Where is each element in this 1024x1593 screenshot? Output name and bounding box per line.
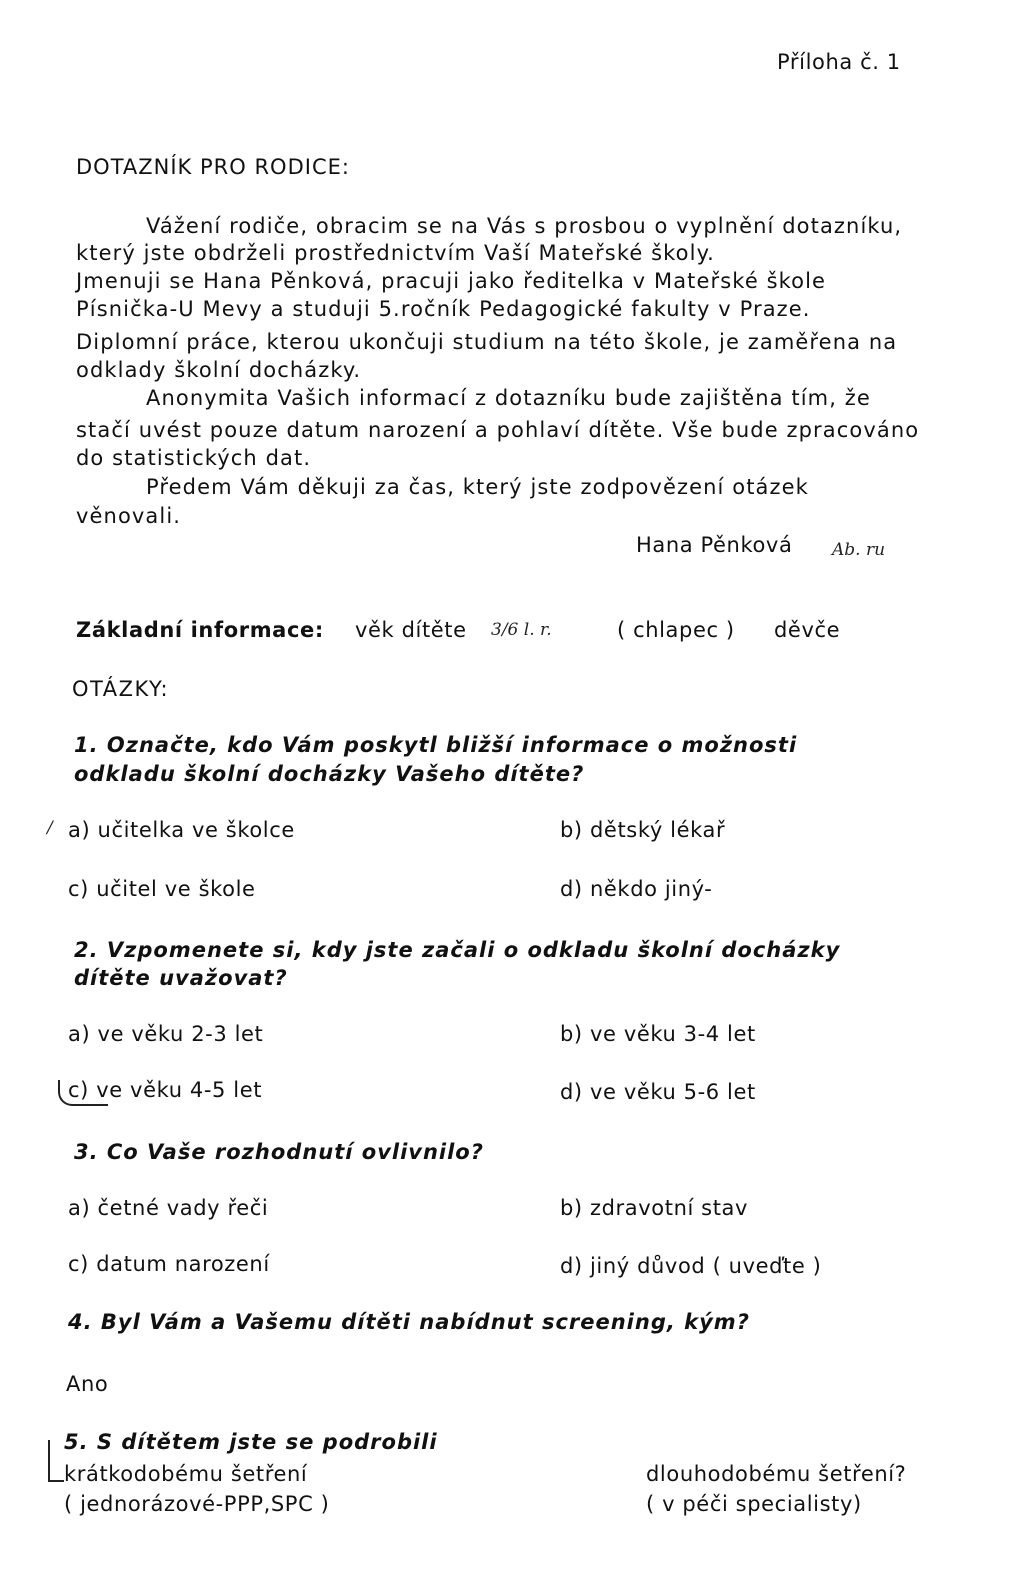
intro-line-3: Jmenuji se Hana Pěnková, pracuji jako ředitelka v Mateřské škole (76, 269, 827, 293)
q2-option-d: d) ve věku 5-6 let (560, 1080, 756, 1104)
q3-option-a: a) četné vady řeči (68, 1196, 269, 1220)
child-age-label: věk dítěte (355, 618, 467, 642)
intro-line-4: Písnička-U Mevy a studuji 5.ročník Pedagogické fakulty v Praze. (76, 297, 811, 321)
question-5: 5. S dítětem jste se podrobili (64, 1430, 438, 1454)
question-2-line-1: 2. Vzpomenete si, kdy jste začali o odkladu školní docházky (74, 938, 841, 962)
question-2-line-2: dítěte uvažovat? (74, 966, 288, 990)
q2-option-c: c) ve věku 4-5 let (68, 1078, 263, 1102)
q3-option-d: d) jiný důvod ( uveďte ) (560, 1254, 822, 1278)
q1-option-d: d) někdo jiný- (560, 877, 713, 901)
intro-line-9: do statistických dat. (76, 446, 312, 470)
questions-heading: OTÁZKY: (72, 677, 170, 701)
gender-girl-option: děvče (774, 618, 841, 642)
hand-bracket-mark (48, 1440, 64, 1482)
basic-info-label: Základní informace: (76, 618, 324, 642)
gender-boy-option: ( chlapec ) (617, 618, 735, 642)
q1-option-b: b) dětský lékař (560, 818, 726, 842)
intro-line-1: Vážení rodiče, obracim se na Vás s prosbou o vyplnění dotazníku, (146, 214, 903, 238)
q4-answer: Ano (66, 1372, 109, 1396)
appendix-label: Příloha č. 1 (777, 50, 901, 74)
intro-line-2: který jste obdrželi prostřednictvím Vaší Mateřské školy. (76, 241, 715, 265)
q5-short-term-note: ( jednorázové-PPP,SPC ) (64, 1492, 330, 1516)
question-1-line-1: 1. Označte, kdo Vám poskytl bližší informace o možnosti (74, 733, 798, 757)
intro-line-8: stačí uvést pouze datum narození a pohlaví dítěte. Vše bude zpracováno (76, 418, 920, 442)
q3-option-c: c) datum narození (68, 1252, 270, 1276)
q3-option-b: b) zdravotní stav (560, 1196, 749, 1220)
q2-option-a: a) ve věku 2-3 let (68, 1022, 264, 1046)
page-title: DOTAZNÍK PRO RODICE: (76, 155, 350, 179)
question-1-line-2: odkladu školní docházky Vašeho dítěte? (74, 762, 585, 786)
signature-name: Hana Pěnková (636, 533, 793, 557)
question-4: 4. Byl Vám a Vašemu dítěti nabídnut screening, kým? (68, 1310, 750, 1334)
hand-tick-mark: / (47, 818, 53, 838)
q2-option-b: b) ve věku 3-4 let (560, 1022, 756, 1046)
intro-line-11: věnovali. (76, 504, 182, 528)
q5-long-term: dlouhodobému šetření? (646, 1462, 907, 1486)
q1-option-a: a) učitelka ve školce (68, 818, 295, 842)
handwritten-signature: Ab. ru (832, 540, 886, 560)
question-3: 3. Co Vaše rozhodnutí ovlivnilo? (74, 1140, 484, 1164)
q5-long-term-note: ( v péči specialisty) (646, 1492, 862, 1516)
intro-line-10: Předem Vám děkuji za čas, který jste zodpovězení otázek (146, 475, 809, 499)
intro-line-5: Diplomní práce, kterou ukončuji studium na této škole, je zaměřena na (76, 330, 898, 354)
intro-line-7: Anonymita Vašich informací z dotazníku bude zajištěna tím, že (146, 386, 871, 410)
intro-line-6: odklady školní docházky. (76, 358, 362, 382)
q5-short-term: krátkodobému šetření (64, 1462, 308, 1486)
q1-option-c: c) učitel ve škole (68, 877, 256, 901)
child-age-handwritten: 3/6 l. r. (491, 620, 552, 640)
